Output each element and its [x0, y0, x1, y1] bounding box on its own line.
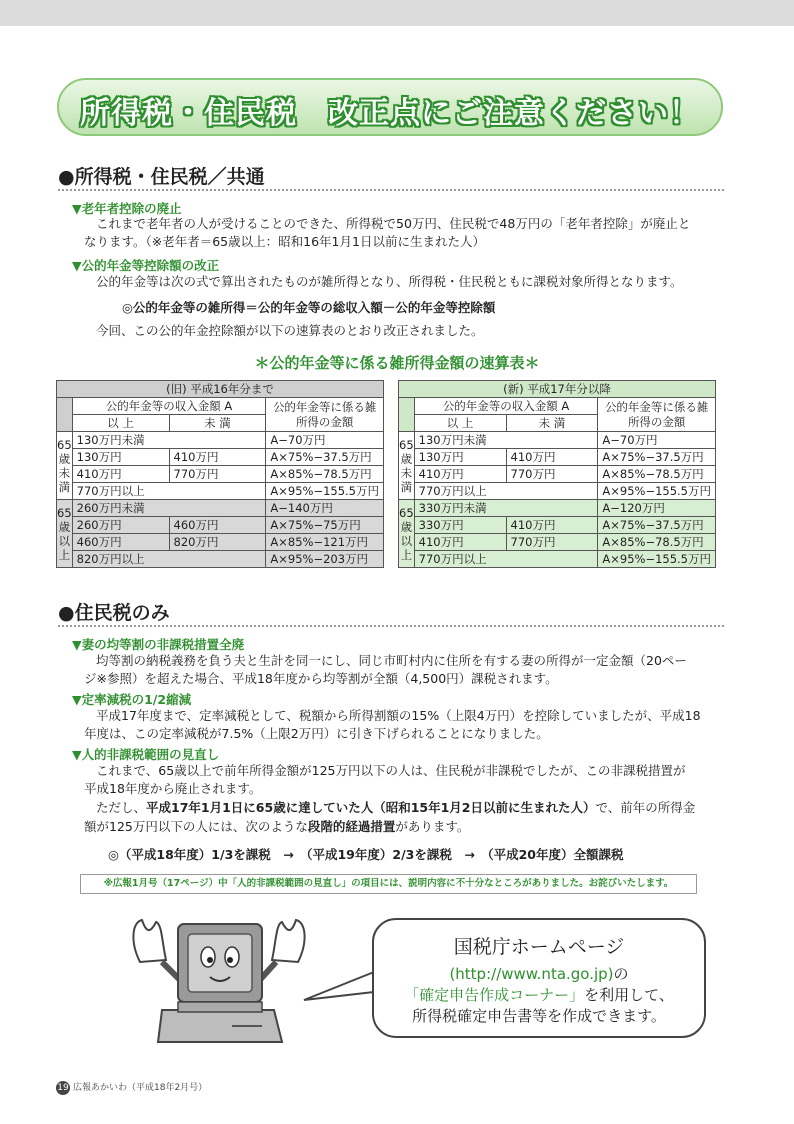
text-emphasis: 段階的経過措置 [307, 819, 396, 834]
section1-sub1: ▼老年者控除の廃止 [72, 201, 182, 216]
old-table-label: (旧) 平成16年分まで [57, 381, 384, 398]
age-over-65: 65歳以上 [399, 500, 415, 568]
new-table [398, 380, 716, 568]
table-cell: A−70万円 [598, 432, 716, 449]
section2-sub1-line2: ジ※参照）を超えた場合、平成18年度から均等割が全額（4,500円）課税されます。 [84, 671, 558, 686]
section2-heading: ●住民税のみ [58, 602, 170, 624]
table-cell: 770万円以上 [414, 551, 598, 568]
old-table [56, 380, 384, 568]
table-cell: 770万円以上 [72, 483, 266, 500]
top-band [0, 0, 794, 26]
table-cell: A×85%−78.5万円 [598, 466, 716, 483]
over-header: 以 上 [414, 415, 506, 432]
table-cell: 130万円未満 [72, 432, 266, 449]
result-header: 公的年金等に係る雑所得の金額 [266, 398, 384, 432]
table-cell: A×95%−203万円 [266, 551, 384, 568]
table-cell: A×75%−37.5万円 [598, 449, 716, 466]
section2-sub2-line1: 平成17年度まで、定率減税として、税額から所得割額の15%（上限4万円）を控除していましたが、平成18 [96, 708, 701, 723]
under-header: 未 満 [169, 415, 266, 432]
table-cell: 410万円 [169, 449, 266, 466]
table-cell: 410万円 [72, 466, 169, 483]
table-cell: 330万円 [414, 517, 506, 534]
bubble-line4: 所得税確定申告書等を作成できます。 [412, 1007, 666, 1025]
table-cell: A×75%−75万円 [266, 517, 384, 534]
table-cell: A−140万円 [266, 500, 384, 517]
section1-sub2-line2: 今回、この公的年金控除額が以下の速算表のとおり改正されました。 [96, 323, 484, 338]
income-header: 公的年金等の収入金額 A [72, 398, 266, 415]
text-emphasis: 平成17年1月1日に65歳に達していた人（昭和15年1月2日以前に生まれた人） [146, 800, 596, 815]
over-header: 以 上 [72, 415, 169, 432]
table-cell: 410万円 [414, 534, 506, 551]
section2-sub3-line3 [96, 799, 695, 817]
divider [58, 625, 724, 627]
title-banner [57, 78, 723, 136]
table-cell: A×75%−37.5万円 [266, 449, 384, 466]
bubble-tail-icon [300, 970, 376, 1010]
section2-sub3-line2: 平成18年度から廃止されます。 [84, 781, 262, 796]
divider [58, 189, 724, 191]
table-cell: A×95%−155.5万円 [598, 551, 716, 568]
footer [56, 1080, 207, 1095]
section1-sub1-line2: なります。（※老年者＝65歳以上：昭和16年1月1日以前に生まれた人） [84, 234, 485, 249]
income-header: 公的年金等の収入金額 A [414, 398, 598, 415]
table-cell: A×85%−78.5万円 [598, 534, 716, 551]
section2-sub3-line4 [84, 818, 469, 836]
section2-sub3: ▼人的非課税範囲の見直し [72, 747, 220, 762]
text-part: 額が125万円以下の人には、次のような [84, 819, 308, 834]
page-number: 19 [57, 1083, 69, 1093]
text-part: を利用して、 [584, 986, 674, 1004]
bubble-line3 [374, 984, 704, 1005]
text-part: があります。 [395, 819, 470, 834]
table-cell: 460万円 [72, 534, 169, 551]
text-part: で、前年の所得金 [595, 800, 696, 815]
corner-name: 「確定申告作成コーナー」 [404, 986, 585, 1004]
table-cell: A×95%−155.5万円 [598, 483, 716, 500]
result-header: 公的年金等に係る雑所得の金額 [598, 398, 716, 432]
section2-sub1-line1: 均等割の納税義務を負う夫と生計を同一にし、同じ市町村内に住所を有する妻の所得が一定金額（20ペー [96, 653, 687, 668]
section2-sub2-line2: 年度は、この定率減税が7.5%（上限2万円）に引き下げられることになりました。 [84, 726, 549, 741]
computer-mascot-icon [122, 902, 318, 1052]
age-under-65: 65歳未満 [57, 432, 73, 500]
nta-bubble [372, 918, 706, 1038]
apology-note: ※広報1月号（17ページ）中「人的非課税範囲の見直し」の項目には、説明内容に不十分なところがありました。お詫びいたします。 [80, 874, 697, 894]
table-cell: 770万円 [506, 466, 598, 483]
table-cell: 260万円 [72, 517, 169, 534]
table-title: ＊公的年金等に係る雑所得金額の速算表＊ [254, 354, 540, 372]
footer-text: 広報あかいわ（平成18年2月号） [73, 1083, 208, 1093]
table-cell: 130万円未満 [414, 432, 598, 449]
table-cell: 770万円以上 [414, 483, 598, 500]
table-cell: 260万円未満 [72, 500, 266, 517]
table-cell: 820万円 [169, 534, 266, 551]
section1-sub2: ▼公的年金等控除額の改正 [72, 258, 220, 273]
steps-line: ◎（平成18年度）1/3を課税 → （平成19年度）2/3を課税 → （平成20年度）全額課税 [108, 847, 624, 862]
table-cell: A×85%−121万円 [266, 534, 384, 551]
text-part: ただし、 [96, 800, 147, 815]
table-cell: 460万円 [169, 517, 266, 534]
table-cell: 770万円 [506, 534, 598, 551]
bubble-line1: 国税庁ホームページ [453, 936, 625, 958]
under-header: 未 満 [506, 415, 598, 432]
table-cell: 820万円以上 [72, 551, 266, 568]
table-cell: 130万円 [414, 449, 506, 466]
formula: ◎公的年金等の雑所得＝公的年金等の総収入額－公的年金等控除額 [122, 300, 496, 315]
text-part: の [613, 965, 629, 983]
section2-sub1: ▼妻の均等割の非課税措置全廃 [72, 637, 245, 652]
age-under-65: 65歳未満 [399, 432, 415, 500]
table-cell: 330万円未満 [414, 500, 598, 517]
section1-sub1-line1: これまで老年者の人が受けることのできた、所得税で50万円、住民税で48万円の「老年者控除」が廃止と [96, 216, 691, 231]
age-over-65: 65歳以上 [57, 500, 73, 568]
table-cell: 130万円 [72, 449, 169, 466]
page-title: 所得税・住民税 改正点にご注意ください！ [80, 96, 700, 131]
table-cell: 410万円 [506, 449, 598, 466]
table-cell: A−70万円 [266, 432, 384, 449]
table-cell: A×85%−78.5万円 [266, 466, 384, 483]
bubble-line2 [374, 963, 704, 984]
table-cell: A×95%−155.5万円 [266, 483, 384, 500]
section2-sub2: ▼定率減税の1/2縮減 [72, 692, 192, 707]
section1-heading: ●所得税・住民税／共通 [58, 166, 265, 188]
table-cell: A−120万円 [598, 500, 716, 517]
table-cell: 410万円 [414, 466, 506, 483]
table-cell: 410万円 [506, 517, 598, 534]
table-cell: A×75%−37.5万円 [598, 517, 716, 534]
section2-sub3-line1: これまで、65歳以上で前年所得金額が125万円以下の人は、住民税が非課税でしたが、この非課税措置が [96, 763, 686, 778]
section1-sub2-line1: 公的年金等は次の式で算出されたものが雑所得となり、所得税・住民税ともに課税対象所得となります。 [96, 274, 683, 289]
new-table-label: (新) 平成17年分以降 [399, 381, 716, 398]
table-cell: 770万円 [169, 466, 266, 483]
nta-url-link[interactable]: (http://www.nta.go.jp) [449, 965, 614, 983]
